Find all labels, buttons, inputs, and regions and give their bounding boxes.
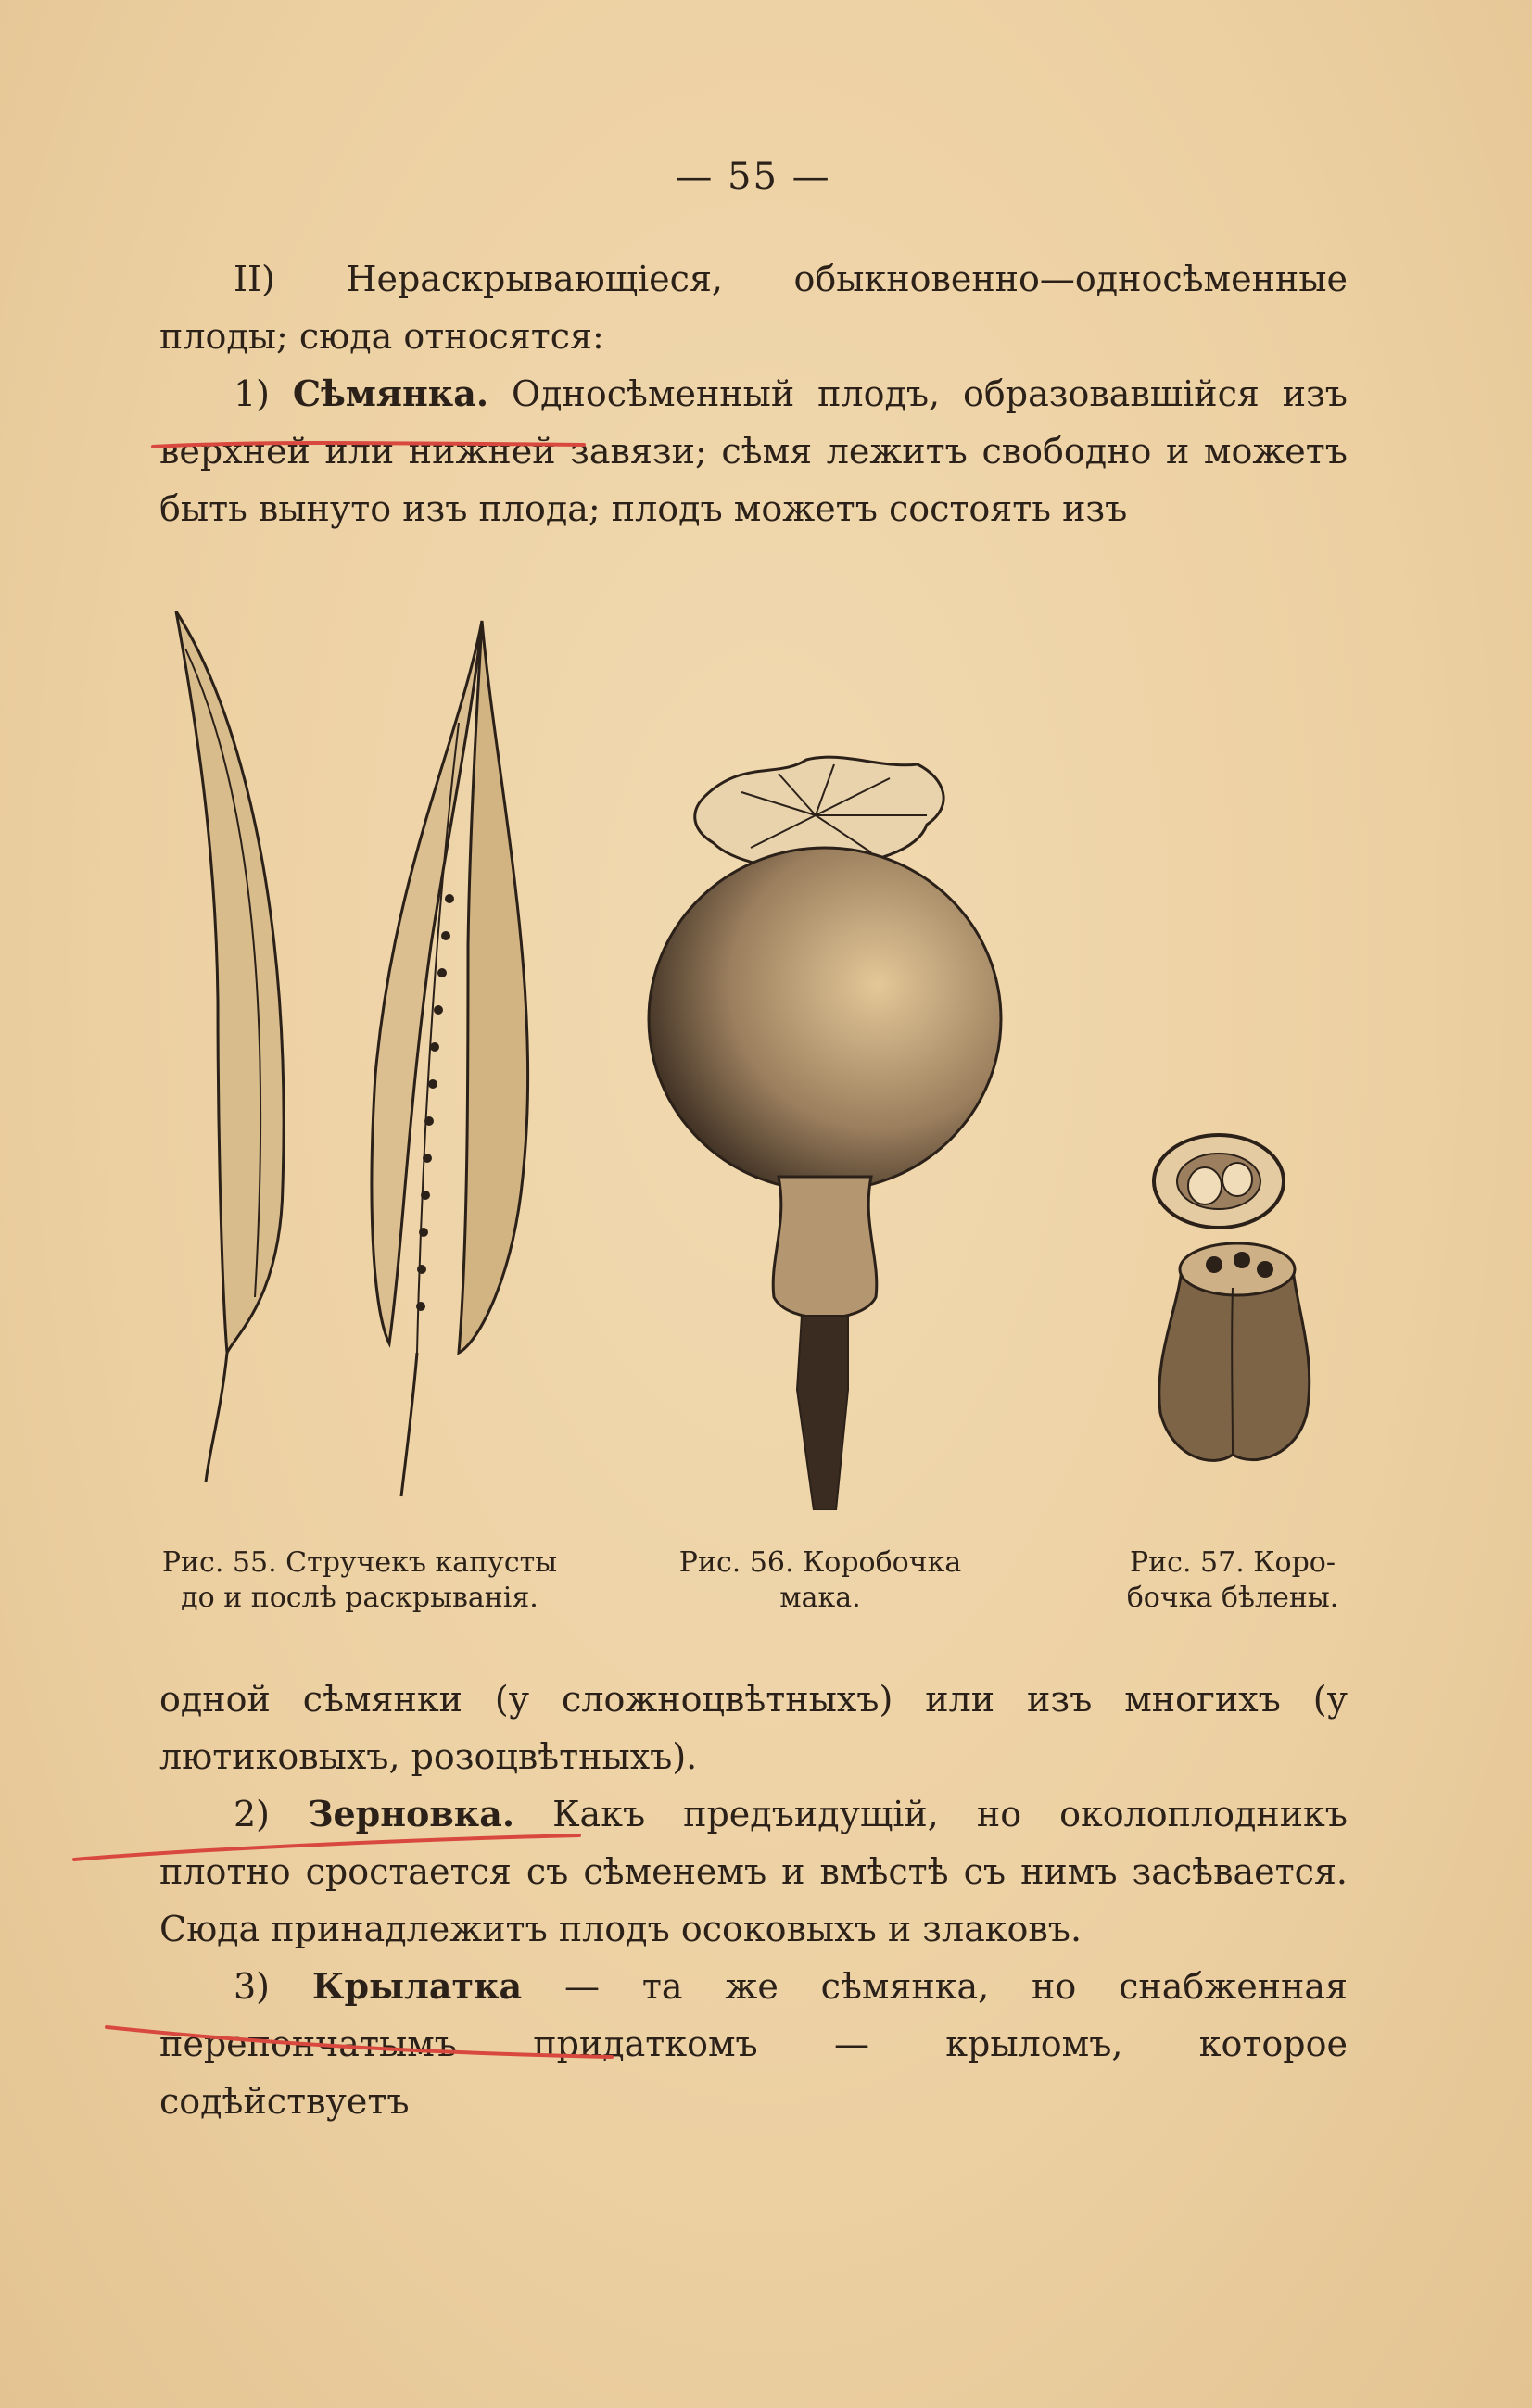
item1-term: Сѣмянка. xyxy=(292,372,489,414)
figure-56-caption-line1: Рис. 56. Коробочка xyxy=(678,1546,962,1579)
figure-56-caption-line2: мака. xyxy=(779,1582,861,1614)
figure-57-caption xyxy=(1112,1545,1353,1616)
figure-55-caption-line1: Рис. 55. Стручекъ капусты xyxy=(161,1546,558,1579)
pencil-underline-1 xyxy=(148,435,593,463)
figure-55-cabbage-pod-drawing xyxy=(153,593,561,1510)
item2-term: Зерновка. xyxy=(308,1793,515,1834)
item1-number: 1) xyxy=(234,373,271,414)
item2-number: 2) xyxy=(234,1794,271,1834)
item3-number: 3) xyxy=(234,1966,271,2007)
item1-continuation-paragraph: одной сѣмянки (у сложноцвѣтныхъ) или изъ многихъ (у лютиковыхъ, розоцвѣтныхъ). xyxy=(159,1679,1348,1777)
figure-57-caption-line2: бочка бѣлены. xyxy=(1126,1582,1339,1614)
pencil-underline-3 xyxy=(102,2020,621,2066)
item1-text: Односѣменный плодъ, образовавшійся изъ верхней или нижней завязи; сѣмя лежитъ свободно и можетъ быть вынуто изъ плода; плодъ можетъ состоять изъ xyxy=(159,373,1348,529)
figure-55-caption-line2: до и послѣ раскрыванія. xyxy=(181,1582,538,1614)
item3-text: — та же сѣмянка, но снабженная перепончатымъ придаткомъ — крыломъ, которое содѣйствуетъ xyxy=(159,1966,1348,2122)
page-number: — 55 — xyxy=(675,156,831,198)
figure-57-henbane-capsule-drawing xyxy=(1140,1126,1325,1478)
figure-56-poppy-capsule-drawing xyxy=(639,741,1010,1510)
pencil-underline-2 xyxy=(70,1830,589,1885)
figure-55-caption xyxy=(156,1545,563,1616)
figure-56-caption xyxy=(667,1545,973,1616)
item3-term: Крылатка xyxy=(311,1965,523,2007)
item2-text: Какъ предъидущій, но околоплодникъ плотно сростается съ сѣменемъ и вмѣстѣ съ нимъ засѣвается. Сюда принадлежитъ плодъ осоковыхъ и злаковъ. xyxy=(159,1794,1348,1949)
section-intro-paragraph: II) Нераскрывающіеся, обыкновенно—односѣменные плоды; сюда относятся: xyxy=(159,258,1348,357)
figure-57-caption-line1: Рис. 57. Коро- xyxy=(1130,1546,1336,1579)
